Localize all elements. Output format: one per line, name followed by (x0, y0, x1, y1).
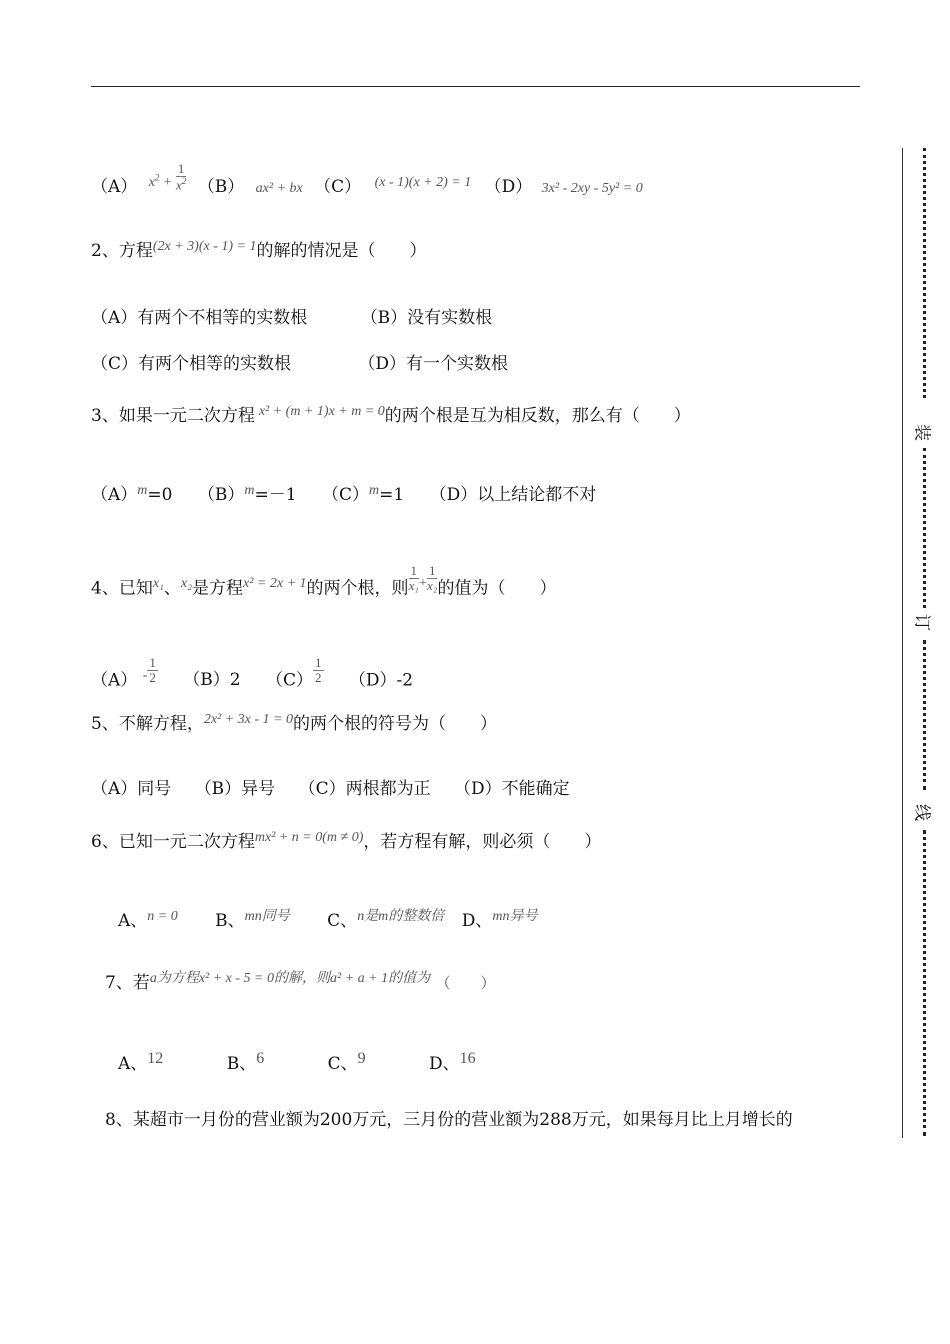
q1-option-a-expr: x2 + (148, 172, 173, 190)
q3-option-b-label: （B） (197, 485, 245, 505)
q2-option-a: （A）有两个不相等的实数根 (91, 308, 308, 328)
q3-suffix: 的两个根是互为相反数，那么有（ ） (384, 406, 691, 426)
q3-options (91, 483, 597, 505)
q7-option-a-value: 12 (147, 1050, 164, 1067)
q1-options (91, 161, 643, 203)
q7-option-c-value: 9 (357, 1050, 366, 1067)
q5-option-c: （C）两根都为正 (298, 779, 431, 799)
q5-suffix: 的两个根的符号为（ ） (293, 714, 498, 734)
q3-option-a-var: m (137, 483, 148, 498)
q5-option-b: （B）异号 (194, 779, 276, 799)
q6-equation: mx² + n = 0(m ≠ 0) (254, 830, 364, 845)
q7-suffix: （ ） (435, 976, 496, 992)
q2-equation: (2x + 3)(x - 1) = 1 (152, 239, 257, 254)
q3-option-a-label: （A） (91, 485, 138, 505)
q7-prefix: 7、若 (105, 973, 150, 993)
q2-options-row2 (91, 356, 508, 373)
q6-option-a-expr: n = 0 (147, 909, 178, 924)
q1-option-d-label: （D） (484, 176, 533, 197)
q6-option-d-label: D、 (461, 911, 493, 931)
q2-options-row1 (91, 310, 492, 327)
q2-option-b: （B）没有实数根 (360, 308, 493, 328)
q4-x1: x₁ (152, 576, 164, 592)
q6-option-b-expr: mn同号 (244, 909, 290, 924)
q7-equation: a为方程x² + x - 5 = 0的解，则a² + a + 1的值为 (149, 971, 431, 986)
q4-option-d: （D）-2 (348, 670, 414, 691)
binding-label-zhuang: 装 (911, 424, 932, 441)
q6-option-c-expr: n是m的整数倍 (357, 909, 445, 924)
q5-option-a: （A）同号 (91, 779, 172, 799)
q5-stem (91, 712, 498, 734)
q6-options (118, 909, 538, 931)
q4-option-c-fraction: $\frac{1}{2}$ (315, 655, 322, 686)
q5-options (91, 781, 570, 798)
q3-option-c-var: m (368, 483, 380, 498)
binding-margin (900, 148, 940, 1138)
q3-prefix: 3、如果一元二次方程 (91, 406, 255, 426)
q6-option-c-label: C、 (327, 911, 358, 931)
q4-option-a-label: （A） (91, 670, 138, 691)
q2-stem (91, 239, 427, 261)
q3-option-b-var: m (244, 483, 255, 498)
q8-text: 8、某超市一月份的营业额为200万元，三月份的营业额为288万元，如果每月比上月增长的 (105, 1110, 793, 1130)
q4-option-a-sign: - (142, 668, 148, 684)
q4-stem (91, 563, 557, 604)
q4-mid: 是方程 (192, 578, 244, 599)
q4-fraction-1: $\frac{1}{\text{x₁}}$ (408, 563, 419, 594)
q2-prefix: 2、方程 (91, 241, 153, 261)
q7-option-b-value: 6 (256, 1050, 265, 1067)
q7-option-c-label: C、 (327, 1054, 358, 1074)
q4-prefix: 4、已知 (91, 578, 153, 599)
header-rule (91, 86, 860, 87)
q3-option-d-label: （D）以上结论都不对 (429, 485, 597, 505)
q2-suffix: 的解的情况是（ ） (256, 241, 427, 261)
q4-separator: 、 (163, 578, 181, 599)
q7-option-d-label: D、 (429, 1054, 460, 1074)
q4-mid2: 的两个根，则 (306, 578, 409, 599)
q4-options (91, 655, 414, 696)
q6-stem (91, 830, 602, 852)
q5-option-d: （D）不能确定 (454, 779, 570, 799)
q3-option-b-value: =－1 (254, 485, 297, 505)
q1-option-d-expr: 3x² - 2xy - 5y² = 0 (541, 180, 643, 196)
q4-suffix: 的值为（ ） (437, 578, 557, 599)
q4-option-b: （B）2 (183, 670, 241, 691)
q4-x2: x₂ (180, 576, 193, 592)
dotted-segment-3 (923, 640, 926, 790)
dotted-segment-2 (923, 448, 926, 608)
q3-option-a-value: =0 (147, 485, 173, 505)
q5-prefix: 5、不解方程， (91, 714, 204, 734)
q6-option-d-expr: mn异号 (492, 909, 538, 924)
q5-equation: 2x² + 3x - 1 = 0 (203, 712, 294, 727)
q1-option-a-label: （A） (91, 176, 138, 197)
q1-option-b-label: （B） (197, 176, 245, 197)
q2-option-d: （D）有一个实数根 (358, 354, 509, 374)
q7-options (118, 1050, 476, 1074)
q1-option-b-expr: ax² + bx (255, 180, 303, 196)
q2-option-c: （C）有两个相等的实数根 (91, 354, 292, 374)
q4-plus: + (419, 576, 427, 592)
q3-equation: x² + (m + 1)x + m = 0 (258, 404, 385, 419)
q1-option-a-fraction: $\frac{1}{x^2}$ (175, 161, 187, 193)
binding-label-ding: 订 (911, 614, 932, 631)
q7-option-a-label: A、 (118, 1054, 148, 1074)
dotted-segment-4 (923, 830, 926, 1136)
q6-suffix: ，若方程有解，则必须（ ） (363, 832, 602, 852)
q4-option-a-fraction: $\frac{1}{2}$ (149, 655, 156, 686)
binding-label-xian: 线 (911, 804, 932, 821)
dotted-segment-1 (923, 148, 926, 398)
q3-stem (91, 404, 691, 426)
q3-option-c-value: =1 (379, 485, 405, 505)
q1-option-c-expr: (x - 1)(x + 2) = 1 (374, 174, 472, 190)
q4-option-c-label: （C） (265, 670, 313, 691)
q4-equation: x² = 2x + 1 (243, 576, 307, 592)
q3-option-c-label: （C） (321, 485, 369, 505)
q7-option-d-value: 16 (459, 1050, 476, 1067)
q8-stem (105, 1112, 793, 1129)
q7-option-b-label: B、 (226, 1054, 257, 1074)
q4-fraction-2: $\frac{1}{\text{x₂}}$ (427, 563, 438, 594)
q1-option-c-label: （C） (314, 176, 362, 197)
q6-option-a-label: A、 (118, 911, 148, 931)
q6-option-b-label: B、 (215, 911, 245, 931)
binding-line (902, 148, 903, 1138)
q7-stem (105, 971, 496, 993)
q6-prefix: 6、已知一元二次方程 (91, 832, 255, 852)
